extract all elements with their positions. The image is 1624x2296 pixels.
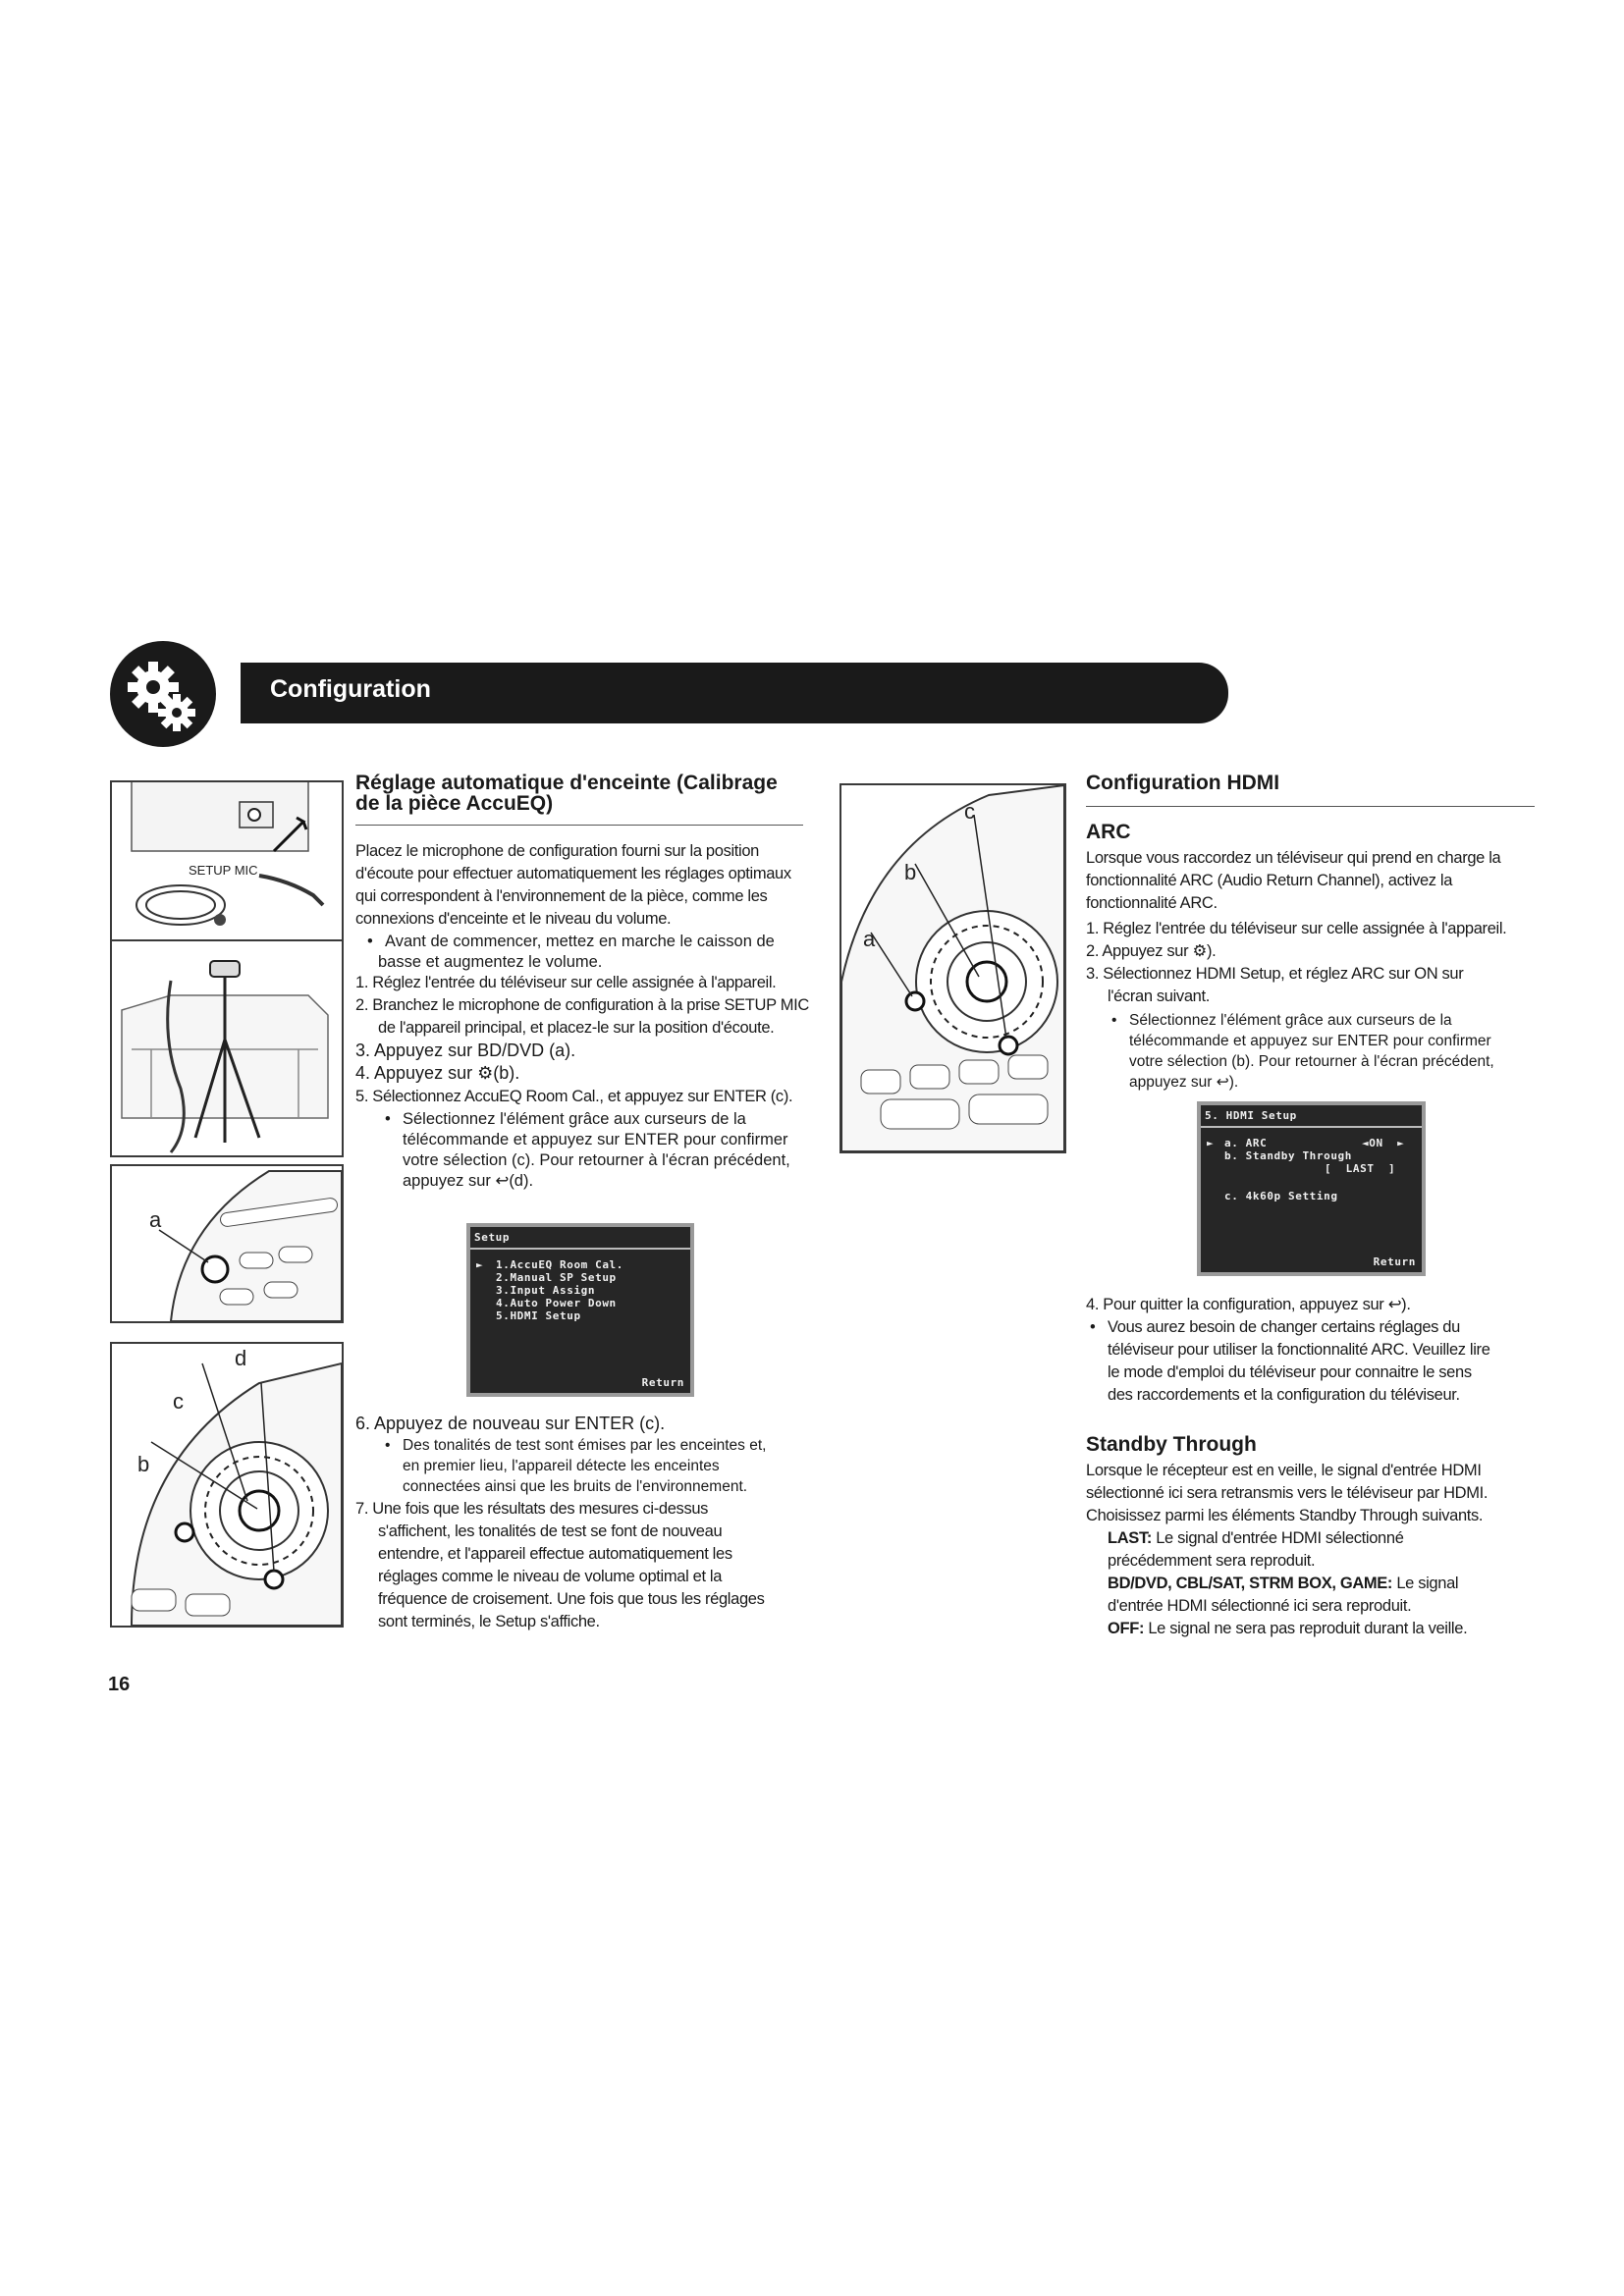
figure-microphone-tripod	[110, 939, 344, 1157]
left-bullet-line: basse et augmentez le volume.	[378, 953, 603, 971]
arc-step-4-suffix: ).	[1401, 1296, 1411, 1313]
standby-source-text: Le signal	[1392, 1575, 1459, 1592]
left-step-7: 7. Une fois que les résultats des mesures ci-dessus	[355, 1500, 709, 1518]
standby-source-label: BD/DVD, CBL/SAT, STRM BOX, GAME:	[1108, 1575, 1393, 1592]
figure-remote-hdmi	[839, 783, 1066, 1153]
osd-divider	[1201, 1126, 1422, 1128]
left-section-title-line1: Réglage automatique d'enceinte (Calibrage	[355, 772, 778, 794]
arc-bullet2-line: des raccordements et la configuration du téléviseur.	[1108, 1386, 1460, 1404]
standby-off-option	[1108, 1618, 1467, 1640]
standby-last-option	[1108, 1527, 1404, 1550]
return-icon: ↩	[495, 1172, 510, 1190]
arc-step-4-prefix: 4. Pour quitter la configuration, appuyez sur	[1086, 1296, 1384, 1313]
left-bullet3-line: connectées ainsi que les bruits de l'environnement.	[403, 1478, 748, 1495]
left-bullet2-last	[403, 1170, 533, 1193]
osd-divider	[470, 1248, 690, 1250]
left-bullet3-line: en premier lieu, l'appareil détecte les enceintes	[403, 1458, 720, 1474]
osd-setup-item: 4.Auto Power Down	[496, 1297, 617, 1309]
return-icon: ↩	[1387, 1296, 1402, 1313]
left-step-7: sont terminés, le Setup s'affiche.	[378, 1613, 600, 1630]
osd-return-label: Return	[1373, 1255, 1416, 1268]
figure-label-c: c	[964, 799, 975, 824]
left-step-2: 2. Branchez le microphone de configuration à la prise SETUP MIC	[355, 996, 809, 1014]
figure-label-c: c	[173, 1389, 184, 1414]
figure-label-b: b	[137, 1452, 150, 1476]
gear-icon: ⚙	[477, 1063, 494, 1083]
standby-last-label: LAST:	[1108, 1529, 1152, 1547]
osd-setup-item: 3.Input Assign	[496, 1284, 596, 1297]
right-section-rule	[1086, 806, 1535, 807]
left-step-7: réglages comme le niveau de volume optimal et la	[378, 1568, 723, 1585]
figure-label-a: a	[149, 1207, 162, 1232]
left-step-4	[355, 1062, 519, 1085]
standby-intro-line: sélectionné ici sera retransmis vers le téléviseur par HDMI.	[1086, 1484, 1489, 1502]
arc-intro-line: fonctionnalité ARC.	[1086, 894, 1218, 912]
arc-step-2-suffix: ).	[1206, 942, 1217, 960]
arc-intro-line: Lorsque vous raccordez un téléviseur qui prend en charge la	[1086, 849, 1501, 867]
arc-bullet-line: votre sélection (b). Pour retourner à l'écran précédent,	[1129, 1053, 1494, 1070]
arc-bullet2-line: téléviseur pour utiliser la fonctionnalité ARC. Veuillez lire	[1108, 1341, 1490, 1359]
left-intro-line: d'écoute pour effectuer automatiquement les réglages optimaux	[355, 865, 791, 882]
arc-bullet-line: • Sélectionnez l'élément grâce aux curseurs de la	[1129, 1011, 1452, 1030]
osd-hdmi-setup-screen	[1197, 1101, 1426, 1276]
osd-row-4k60p: c. 4k60p Setting	[1224, 1190, 1338, 1202]
standby-last-text: Le signal d'entrée HDMI sélectionné	[1152, 1529, 1404, 1547]
arc-step-3: 3. Sélectionnez HDMI Setup, et réglez ARC sur ON sur	[1086, 965, 1464, 983]
arc-title: ARC	[1086, 821, 1131, 843]
standby-intro-line: Choisissez parmi les éléments Standby Through suivants.	[1086, 1507, 1484, 1524]
left-section-rule	[355, 825, 803, 826]
left-step-7: s'affichent, les tonalités de test se font de nouveau	[378, 1522, 723, 1540]
standby-last-text2: précédemment sera reproduit.	[1108, 1552, 1316, 1570]
page-title: Configuration	[270, 675, 431, 703]
left-bullet2-last-prefix: appuyez sur	[403, 1172, 491, 1190]
figure-remote-bd-dvd	[110, 1164, 344, 1323]
arc-step-1: 1. Réglez l'entrée du téléviseur sur celle assignée à l'appareil.	[1086, 920, 1507, 937]
figure-label-b: b	[904, 860, 917, 884]
left-step-7: entendre, et l'appareil effectue automatiquement les	[378, 1545, 732, 1563]
arc-step-4	[1086, 1294, 1411, 1316]
left-bullet2-line: télécommande et appuyez sur ENTER pour confirmer	[403, 1131, 788, 1148]
arc-bullet-last-prefix: appuyez sur	[1129, 1074, 1213, 1091]
left-step-2: de l'appareil principal, et placez-le sur la position d'écoute.	[378, 1019, 775, 1037]
standby-off-text: Le signal ne sera pas reproduit durant la veille.	[1144, 1620, 1468, 1637]
standby-source-text2: d'entrée HDMI sélectionné ici sera reproduit.	[1108, 1597, 1412, 1615]
osd-setup-screen	[466, 1223, 694, 1397]
left-bullet2-line: • Sélectionnez l'élément grâce aux curseurs de la	[403, 1108, 746, 1131]
left-step-7: fréquence de croisement. Une fois que tous les réglages	[378, 1590, 765, 1608]
arc-bullet-last	[1129, 1073, 1238, 1092]
left-section-title-line2: de la pièce AccuEQ)	[355, 792, 554, 815]
standby-intro-line: Lorsque le récepteur est en veille, le signal d'entrée HDMI	[1086, 1462, 1482, 1479]
arc-step-2-prefix: 2. Appuyez sur	[1086, 942, 1189, 960]
left-intro-line: connexions d'enceinte et le niveau du volume.	[355, 910, 672, 928]
left-step-6: 6. Appuyez de nouveau sur ENTER (c).	[355, 1414, 666, 1433]
standby-source-option	[1108, 1573, 1458, 1595]
return-icon: ↩	[1216, 1074, 1229, 1091]
left-step-4-suffix: (b).	[493, 1063, 520, 1083]
osd-return-label: Return	[641, 1376, 684, 1389]
osd-cursor-icon: ►	[476, 1258, 484, 1271]
settings-gears-icon	[110, 641, 216, 747]
standby-title: Standby Through	[1086, 1433, 1257, 1456]
arc-bullet-last-suffix: ).	[1228, 1074, 1239, 1091]
left-bullet2-last-suffix: (d).	[509, 1172, 534, 1190]
figure-setup-mic-jack	[110, 780, 344, 942]
osd-hdmi-title: 5. HDMI Setup	[1205, 1109, 1297, 1122]
left-step-1: 1. Réglez l'entrée du téléviseur sur celle assignée à l'appareil.	[355, 974, 777, 991]
arc-intro-line: fonctionnalité ARC (Audio Return Channel), activez la	[1086, 872, 1453, 889]
left-bullet-line: • Avant de commencer, mettez en marche le caisson de	[385, 931, 775, 953]
osd-cursor-icon: ►	[1207, 1137, 1215, 1149]
left-step-4-text: 4. Appuyez sur	[355, 1063, 473, 1083]
figure-label-d: d	[235, 1346, 247, 1370]
osd-row-standby-value: [ LAST ]	[1325, 1162, 1396, 1175]
arc-step-2	[1086, 940, 1216, 963]
figure-label-a: a	[863, 927, 876, 951]
osd-row-arc-value: ◄ON ►	[1362, 1137, 1405, 1149]
left-intro-line: Placez le microphone de configuration fourni sur la position	[355, 842, 759, 860]
osd-setup-title: Setup	[474, 1231, 511, 1244]
arc-bullet-line: télécommande et appuyez sur ENTER pour confirmer	[1129, 1033, 1491, 1049]
left-bullet2-line: votre sélection (c). Pour retourner à l'écran précédent,	[403, 1151, 790, 1169]
osd-setup-item: 1.AccuEQ Room Cal.	[496, 1258, 624, 1271]
osd-row-standby: b. Standby Through	[1224, 1149, 1353, 1162]
right-section-title: Configuration HDMI	[1086, 772, 1280, 794]
left-step-3: 3. Appuyez sur BD/DVD (a).	[355, 1041, 576, 1060]
left-bullet3-line: • Des tonalités de test sont émises par les enceintes et,	[403, 1436, 766, 1455]
standby-off-label: OFF:	[1108, 1620, 1145, 1637]
setup-mic-label: SETUP MIC	[189, 863, 258, 878]
arc-step-3: l'écran suivant.	[1108, 988, 1210, 1005]
osd-setup-item: 2.Manual SP Setup	[496, 1271, 617, 1284]
left-intro-line: qui correspondent à l'environnement de la pièce, comme les	[355, 887, 768, 905]
figure-remote-enter	[110, 1342, 344, 1628]
gear-icon: ⚙	[1192, 942, 1207, 960]
arc-bullet2-line: • Vous aurez besoin de changer certains réglages du	[1108, 1316, 1460, 1339]
arc-bullet2-line: le mode d'emploi du téléviseur pour connaitre le sens	[1108, 1363, 1472, 1381]
osd-row-arc: a. ARC	[1224, 1137, 1268, 1149]
page-number: 16	[108, 1674, 131, 1695]
left-step-5: 5. Sélectionnez AccuEQ Room Cal., et appuyez sur ENTER (c).	[355, 1088, 793, 1105]
osd-setup-item: 5.HDMI Setup	[496, 1309, 581, 1322]
